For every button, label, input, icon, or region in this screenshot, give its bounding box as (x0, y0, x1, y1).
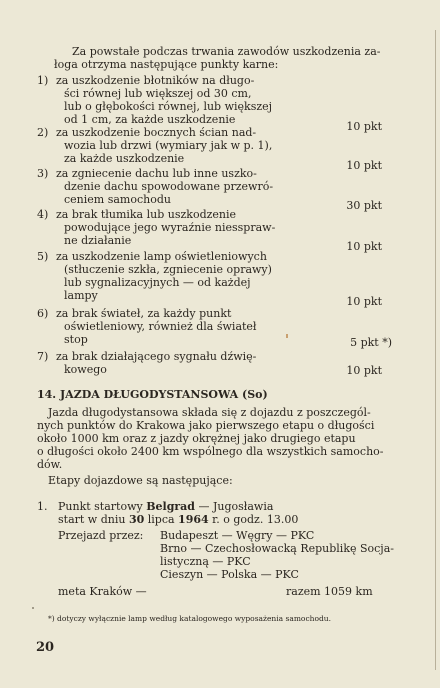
penalty-line: wozia lub drzwi (wymiary jak w p. 1), (64, 139, 273, 152)
penalty-line: lub sygnalizacyjnych — od każdej (64, 276, 251, 289)
section-heading: 14. JAZDA DŁUGODYSTANSOWA (So) (37, 388, 268, 401)
penalty-line: oświetleniowy, również dla świateł (64, 320, 257, 333)
penalty-line: za uszkodzenie bocznych ścian nad- (56, 126, 257, 139)
stage-start-prefix: Punkt startowy (58, 500, 147, 513)
stage-start-country: — Jugosławia (195, 500, 274, 513)
penalty-line: za brak działającego sygnału dźwię- (56, 350, 257, 363)
start-date: 30 (128, 513, 145, 526)
penalty-number: 1) (37, 74, 49, 87)
penalty-line: od 1 cm, za każde uszkodzenie (64, 113, 236, 126)
start-month: lipca (144, 513, 179, 526)
stage-start-city: Belgrad (146, 500, 195, 513)
stages-intro: Etapy dojazdowe są następujące: (48, 474, 233, 487)
penalty-line: za brak tłumika lub uszkodzenie (56, 208, 237, 221)
penalty-line: powodujące jego wyraźnie niesspraw- (64, 221, 276, 234)
penalty-line: dzenie dachu spowodowane przewró- (64, 180, 274, 193)
paragraph-line: około 1000 km oraz z jazdy okrężnej jako drugiego etapu (37, 432, 356, 445)
start-year: 1964 (178, 513, 209, 526)
transit-label: Przejazd przez: (58, 529, 144, 542)
intro-line-2: łoga otrzyma następujące punkty karne: (54, 58, 279, 71)
penalty-number: 7) (37, 350, 49, 363)
total-distance: razem 1059 km (286, 585, 373, 598)
penalty-number: 4) (37, 208, 49, 221)
stage-start-line (58, 500, 273, 513)
start-hour: r. o godz. 13.00 (208, 513, 299, 526)
penalty-line: za każde uszkodzenie (64, 152, 185, 165)
finish-label: meta Kraków — (58, 585, 147, 598)
penalty-line: ceniem samochodu (64, 193, 171, 206)
penalty-line: za zgniecenie dachu lub inne uszko- (56, 167, 257, 180)
stage-number: 1. (37, 500, 48, 513)
penalty-line: lub o głębokości równej, lub większej (64, 100, 273, 113)
footnote: *) dotyczy wyłącznie lamp według katalogowego wyposażenia samochodu. (48, 614, 332, 623)
penalty-line: (stłuczenie szkła, zgniecenie oprawy) (64, 263, 272, 276)
stage-start-time-line (58, 513, 298, 526)
penalty-line: kowego (64, 363, 107, 376)
transit-line: Budapeszt — Węgry — PKC (160, 529, 315, 542)
penalty-number: 5) (37, 250, 49, 263)
penalty-number: 6) (37, 307, 49, 320)
intro-line-1: Za powstałe podczas trwania zawodów uszkodzenia za- (72, 45, 381, 58)
paragraph-line: dów. (37, 458, 63, 471)
penalty-points: 10 pkt (346, 159, 382, 172)
penalty-points: 10 pkt (346, 295, 382, 308)
transit-line: listyczną — PKC (160, 555, 251, 568)
penalty-points: 5 pkt *) (350, 336, 392, 349)
paragraph-line: o długości około 2400 km wspólnego dla wszystkich samocho- (37, 445, 384, 458)
penalty-line: ne działanie (64, 234, 132, 247)
penalty-line: za uszkodzenie lamp oświetleniowych (56, 250, 267, 263)
separator-dot (32, 607, 34, 609)
penalty-line: lampy (64, 289, 98, 302)
ink-mark (286, 334, 288, 338)
transit-line: Cieszyn — Polska — PKC (160, 568, 299, 581)
penalty-line: ści równej lub większej od 30 cm, (64, 87, 252, 100)
penalty-points: 10 pkt (346, 120, 382, 133)
penalty-points: 10 pkt (346, 240, 382, 253)
penalty-number: 3) (37, 167, 49, 180)
penalty-line: za uszkodzenie błotników na długo- (56, 74, 255, 87)
page-edge-shadow (435, 30, 436, 670)
paragraph-line: Jazda długodystansowa składa się z dojazdu z poszczegól- (48, 406, 371, 419)
paragraph-line: nych punktów do Krakowa jako pierwszego etapu o długości (37, 419, 375, 432)
penalty-points: 10 pkt (346, 364, 382, 377)
start-time-prefix: start w dniu (58, 513, 129, 526)
penalty-line: za brak świateł, za każdy punkt (56, 307, 232, 320)
penalty-line: stop (64, 333, 88, 346)
penalty-number: 2) (37, 126, 49, 139)
page-number: 20 (36, 640, 55, 655)
penalty-points: 30 pkt (346, 199, 382, 212)
transit-line: Brno — Czechosłowacką Republikę Socja- (160, 542, 394, 555)
